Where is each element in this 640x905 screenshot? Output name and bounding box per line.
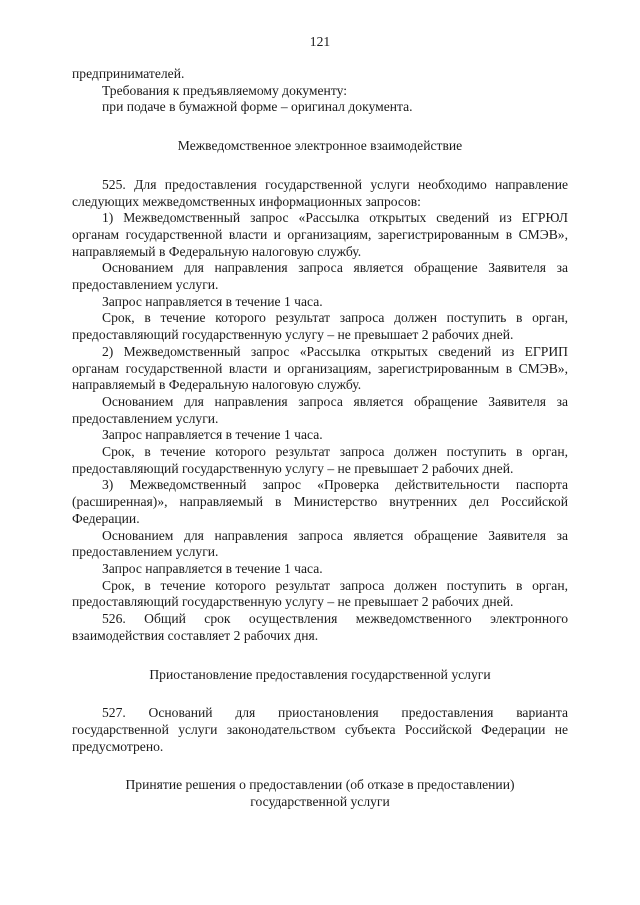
text-line: при подаче в бумажной форме – оригинал документа. (102, 99, 413, 115)
paragraph: 525. Для предоставления государственной услуги необходимо направление следующих межведомственных информационных запросов: (72, 176, 568, 209)
paragraph: 1) Межведомственный запрос «Рассылка открытых сведений из ЕГРЮЛ органам государственной власти и организациям, зарегистрированным в СМЭВ», направляемый в Федеральную налоговую службу. (72, 210, 568, 259)
text-line: Требования к предъявляемому документу: (102, 82, 347, 98)
paragraph: 2) Межведомственный запрос «Рассылка открытых сведений из ЕГРИП органам государственной власти и организациям, зарегистрированным в СМЭВ», направляемый в Федеральную налоговую службу. (72, 343, 568, 393)
page-number: 121 (309, 34, 331, 49)
paragraph: Срок, в течение которого результат запроса должен поступить в орган, предоставляющий государственную услугу – не превышает 2 рабочих дней. (72, 444, 568, 476)
page-content (72, 66, 568, 811)
section-heading-interagency: Межведомственное электронное взаимодействие (177, 138, 463, 154)
paragraph: Срок, в течение которого результат запроса должен поступить в орган, предоставляющий государственную услугу – не превышает 2 рабочих дней. (72, 310, 568, 343)
paragraph: 3) Межведомственный запрос «Проверка действительности паспорта (расширенная)», направляемый в Министерство внутренних дел Российской Федерации. (72, 477, 568, 526)
paragraph: 526. Общий срок осуществления межведомственного электронного взаимодействия составляет 2 рабочих дня. (72, 611, 568, 643)
paragraph: Срок, в течение которого результат запроса должен поступить в орган, предоставляющий государственную услугу – не превышает 2 рабочих дней. (72, 577, 568, 610)
paragraph: Основанием для направления запроса является обращение Заявителя за предоставлением услуги. (72, 260, 568, 293)
paragraph: Запрос направляется в течение 1 часа. (102, 427, 323, 443)
paragraph: Запрос направляется в течение 1 часа. (102, 293, 323, 309)
paragraph: Основанием для направления запроса является обращение Заявителя за предоставлением услуги. (72, 527, 568, 560)
text-line: предпринимателей. (72, 66, 185, 81)
paragraph: Запрос направляется в течение 1 часа. (102, 560, 323, 576)
section-heading-decision: Принятие решения о предоставлении (об отказе в предоставлении) государственной услуги (125, 777, 515, 810)
paragraph: Основанием для направления запроса является обращение Заявителя за предоставлением услуги. (72, 393, 568, 426)
section-heading-suspension: Приостановление предоставления государственной услуги (149, 666, 491, 682)
paragraph: 527. Оснований для приостановления предоставления варианта государственной услуги законодательством субъекта Российской Федерации не предусмотрено. (72, 705, 568, 754)
